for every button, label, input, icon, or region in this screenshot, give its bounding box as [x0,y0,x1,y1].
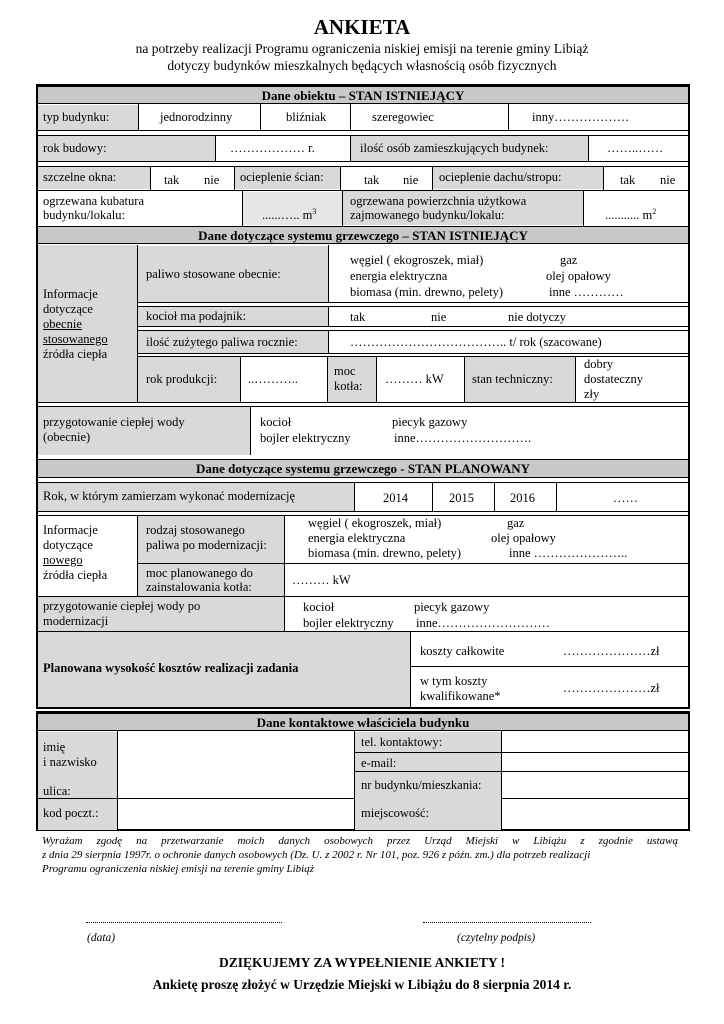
typ-label: typ budynku: [43,110,110,124]
cwu-ist-label-2: (obecnie) [43,430,91,444]
koszty-calk-label: koszty całkowite [420,644,505,658]
podajnik-label: kocioł ma podajnik: [146,309,246,323]
typ-opt-jednorodzinny[interactable]: jednorodzinny [160,110,233,124]
zgoda-line-1: Wyrażam zgodę na przetwarzanie moich danych osobowych przez Urząd Miejski w Libiążu z zgodnie ustawą [42,835,678,847]
dach-nie[interactable]: nie [660,173,676,187]
kubatura-value[interactable]: ......….. $m^3$ [262,207,317,223]
okna-nie[interactable]: nie [204,173,220,187]
moc-plan-value[interactable]: ……… kW [292,573,351,587]
koszty-kw-value[interactable]: …………………zł [563,681,660,695]
page-subtitle-2: dotyczy budynków mieszkalnych będących własnością osób fizycznych [167,58,557,73]
plan-paliwo-inne[interactable]: inne ………………….. [509,546,628,560]
footer-deadline: Ankietę proszę złożyć w Urzędzie Miejski w Libiążu do 8 sierpnia 2014 r. [152,977,572,992]
rok-mod-label: Rok, w którym zamierzam wykonać modernizację [43,489,295,503]
cwu-plan-piecyk[interactable]: piecyk gazowy [414,600,490,614]
rok-mod-2014[interactable]: 2014 [383,491,408,505]
dach-tak[interactable]: tak [620,173,636,187]
podajnik-nie-dotyczy[interactable]: nie dotyczy [508,310,566,324]
paliwo-inne[interactable]: inne ………… [549,285,624,299]
osob-value[interactable]: ……..…… [607,141,664,155]
data-caption: (data) [87,932,116,944]
info-plan-3: nowego [43,553,83,567]
osob-label: ilość osób zamieszkujących budynek: [360,141,549,155]
tel-input[interactable] [502,732,688,752]
cwu-ist-piecyk[interactable]: piecyk gazowy [392,415,468,429]
miejsc-input[interactable] [502,799,688,830]
paliwo-energia[interactable]: energia elektryczna [350,269,448,283]
zgoda-line-2: z dnia 29 sierpnia 1997r. o ochronie danych osobowych (Dz. U. z 2002 r. Nr 101, poz. 926 z późn. zm.) dla potrzeb realizacji [42,849,591,861]
okna-label: szczelne okna: [43,170,117,184]
moc-plan-label-2: zainstalowania kotła: [146,580,252,594]
typ-opt-inny[interactable]: inny……………… [532,110,630,124]
ulica-label: ulica: [43,784,71,798]
paliwo-label: paliwo stosowane obecnie: [146,267,281,281]
kod-label: kod poczt.: [43,806,99,820]
okna-tak[interactable]: tak [164,173,180,187]
cwu-ist-bojler[interactable]: bojler elektryczny [260,431,351,445]
plan-paliwo-gaz[interactable]: gaz [507,516,525,530]
email-label: e-mail: [361,756,397,770]
podpis-line[interactable] [423,922,591,923]
cwu-plan-label-1: przygotowanie ciepłej wody po [43,599,201,613]
stan-dostateczny[interactable]: dostateczny [584,372,644,386]
paliwo-wegiel[interactable]: węgiel ( ekogroszek, miał) [350,253,484,267]
koszty-kw-label-2: kwalifikowane* [420,689,501,703]
moc-ist-label-1: moc [334,364,356,378]
sciany-nie[interactable]: nie [403,173,419,187]
section-obiekt: Dane obiektu – STAN ISTNIEJĄCY [38,86,688,104]
section-grzew-ist: Dane dotyczące systemu grzewczego – STAN ISTNIEJĄCY [38,226,688,244]
sciany-label: ocieplenie ścian: [240,170,324,184]
rok-budowy-label: rok budowy: [43,141,107,155]
typ-opt-szeregowiec[interactable]: szeregowiec [372,110,434,124]
kubatura-label-1: ogrzewana kubatura [43,194,144,208]
moc-ist-value[interactable]: ……… kW [385,372,444,386]
pow-label-1: ogrzewana powierzchnia użytkowa [350,194,527,208]
paliwo-biomasa[interactable]: biomasa (min. drewno, pelety) [350,285,504,299]
page-subtitle-1: na potrzeby realizacji Programu ograniczenia niskiej emisji na terenie gminy Libiąż [135,41,589,56]
rok-prod-value[interactable]: ..……….. [248,372,298,386]
info-plan-2: dotyczące [43,538,93,552]
paliwo-olej[interactable]: olej opałowy [546,269,611,283]
plan-paliwo-wegiel[interactable]: węgiel ( ekogroszek, miał) [308,516,442,530]
info-plan-4: źródła ciepła [43,568,108,582]
rok-prod-label: rok produkcji: [146,372,218,386]
moc-plan-label-1: moc planowanego do [146,566,253,580]
cwu-plan-inne[interactable]: inne……………………… [416,616,551,630]
imie-label-2: i nazwisko [43,755,97,769]
cwu-plan-kociol[interactable]: kocioł [303,600,335,614]
koszty-calk-value[interactable]: …………………zł [563,644,660,658]
footer-thanks: DZIĘKUJEMY ZA WYPEŁNIENIE ANKIETY ! [218,955,506,970]
rok-mod-2016[interactable]: 2016 [510,491,535,505]
cwu-ist-inne[interactable]: inne………………………. [394,431,532,445]
plan-paliwo-energia[interactable]: energia elektryczna [308,531,406,545]
cwu-plan-bojler[interactable]: bojler elektryczny [303,616,394,630]
sciany-tak[interactable]: tak [364,173,380,187]
cwu-ist-kociol[interactable]: kocioł [260,415,292,429]
section-kontakt: Dane kontaktowe właściciela budynku [38,713,688,731]
rodzaj-label-1: rodzaj stosowanego [146,523,245,537]
email-input[interactable] [502,753,688,771]
plan-paliwo-olej[interactable]: olej opałowy [491,531,556,545]
kod-input[interactable] [118,799,354,830]
info-ist-5: źródła ciepła [43,347,108,361]
typ-opt-blizniak[interactable]: bliźniak [286,110,327,124]
info-ist-1: Informacje [43,287,98,301]
pow-value[interactable]: ........... $m^2$ [605,207,657,223]
section-grzew-plan: Dane dotyczące systemu grzewczego - STAN PLANOWANY [38,459,688,478]
rok-mod-inny[interactable]: …… [613,491,638,505]
podajnik-tak[interactable]: tak [350,310,366,324]
info-ist-4: stosowanego [43,332,108,346]
imie-ulica-input[interactable] [118,732,354,798]
nr-input[interactable] [502,772,688,798]
kubatura-label-2: budynku/lokalu: [43,208,125,222]
stan-label: stan techniczny: [472,372,553,386]
zgoda-line-3: Programu ograniczenia niskiej emisji na terenie gminy Libiąż [42,863,315,875]
imie-label-1: imię [43,740,66,754]
plan-paliwo-biomasa[interactable]: biomasa (min. drewno, pelety) [308,546,462,560]
rodzaj-label-2: paliwa po modernizacji: [146,538,267,552]
koszty-label: Planowana wysokość kosztów realizacji zadania [43,661,299,675]
page-title: ANKIETA [313,15,411,39]
stan-dobry[interactable]: dobry [584,357,614,371]
zuzycie-value[interactable]: ……………………………….. t/ rok (szacowane) [350,335,602,349]
paliwo-gaz[interactable]: gaz [560,253,578,267]
podajnik-nie[interactable]: nie [431,310,447,324]
zuzycie-label: ilość zużytego paliwa rocznie: [146,335,298,349]
info-ist-2: dotyczące [43,302,93,316]
rok-mod-2015[interactable]: 2015 [449,491,474,505]
data-line[interactable] [86,922,282,923]
tel-label: tel. kontaktowy: [361,735,443,749]
cwu-ist-label-1: przygotowanie ciepłej wody [43,415,185,429]
rok-budowy-value[interactable]: ……………… r. [230,141,315,155]
info-plan-1: Informacje [43,523,98,537]
miejsc-label: miejscowość: [361,806,430,820]
info-ist-3: obecnie [43,317,82,331]
dach-label: ocieplenie dachu/stropu: [439,170,562,184]
pow-label-2: zajmowanego budynku/lokalu: [350,208,505,222]
koszty-kw-label-1: w tym koszty [420,674,488,688]
nr-label: nr budynku/mieszkania: [361,778,482,792]
podpis-caption: (czytelny podpis) [457,932,536,944]
moc-ist-label-2: kotła: [334,379,363,393]
cwu-plan-label-2: modernizacji [43,614,109,628]
stan-zly[interactable]: zły [584,387,600,401]
